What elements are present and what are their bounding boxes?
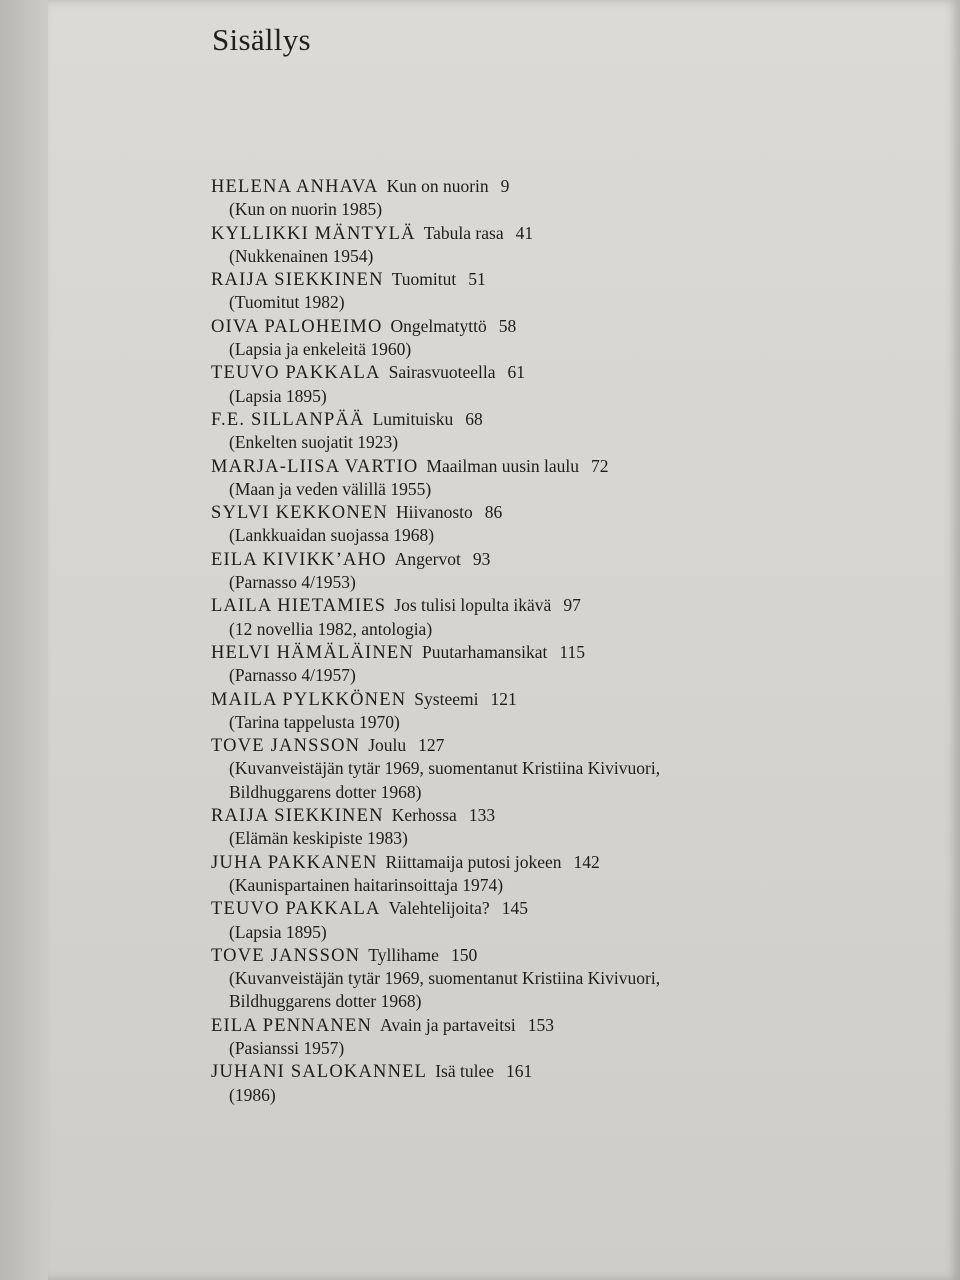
page-title: Sisällys xyxy=(212,22,311,57)
toc-page-number: 121 xyxy=(490,688,517,709)
toc-page-number: 51 xyxy=(468,269,486,290)
toc-author: RAIJA SIEKKINEN xyxy=(211,270,384,291)
toc-entry-heading xyxy=(211,851,911,874)
toc-entry-heading xyxy=(211,804,911,827)
toc-story-title: Hiivanosto xyxy=(395,502,473,523)
toc-entry xyxy=(211,897,911,944)
toc-page-number: 61 xyxy=(507,362,526,383)
toc-entry xyxy=(211,361,911,408)
toc-source: (Elämän keskipiste 1983) xyxy=(229,828,408,849)
toc-author: OIVA PALOHEIMO xyxy=(211,316,383,337)
toc-source: (Kuvanveistäjän tytär 1969, suomentanut Kristiina Kivivuori, xyxy=(229,758,661,779)
toc-page-number: 93 xyxy=(472,548,491,569)
toc-entry-heading xyxy=(211,361,911,384)
table-of-contents xyxy=(211,175,911,1107)
toc-entry xyxy=(211,268,911,315)
toc-author: JUHANI SALOKANNEL xyxy=(211,1062,428,1083)
toc-entry xyxy=(211,944,911,1014)
toc-entry-heading xyxy=(211,501,911,524)
toc-story-title: Puutarhamansikat xyxy=(421,641,548,662)
toc-author: MARJA-LIISA VARTIO xyxy=(211,456,419,477)
toc-author: KYLLIKKI MÄNTYLÄ xyxy=(211,223,416,244)
toc-story-title: Joulu xyxy=(368,735,407,756)
toc-source: (Lapsia 1895) xyxy=(229,385,327,406)
toc-entry xyxy=(211,175,911,222)
toc-source: (Tarina tappelusta 1970) xyxy=(229,711,400,732)
toc-author: EILA PENNANEN xyxy=(211,1015,373,1036)
toc-author: F.E. SILLANPÄÄ xyxy=(211,409,365,430)
toc-story-title: Ongelmatyttö xyxy=(390,315,487,336)
toc-source: (Kuvanveistäjän tytär 1969, suomentanut Kristiina Kivivuori, xyxy=(229,968,661,989)
toc-page-number: 115 xyxy=(559,641,585,662)
toc-entry xyxy=(211,408,911,455)
toc-entry-heading xyxy=(211,548,911,571)
toc-source: (Tuomitut 1982) xyxy=(229,292,345,313)
toc-page-number: 9 xyxy=(500,176,510,196)
toc-author: TEUVO PAKKALA xyxy=(211,363,381,384)
toc-author: TEUVO PAKKALA xyxy=(211,899,381,920)
toc-entry xyxy=(211,851,911,898)
toc-source: (Lankkuaidan suojassa 1968) xyxy=(229,525,435,546)
toc-page-number: 145 xyxy=(501,898,528,919)
toc-author: TOVE JANSSON xyxy=(211,945,361,966)
toc-author: HELENA ANHAVA xyxy=(211,177,379,197)
toc-entry xyxy=(211,1014,911,1061)
toc-entry-heading xyxy=(211,1060,911,1083)
toc-author: SYLVI KEKKONEN xyxy=(211,503,388,524)
toc-author: EILA KIVIKK’AHO xyxy=(211,549,387,570)
toc-entry xyxy=(211,734,911,804)
toc-entry xyxy=(211,1060,911,1107)
toc-story-title: Lumituisku xyxy=(372,408,454,429)
toc-entry xyxy=(211,688,911,735)
toc-page-number: 127 xyxy=(418,735,445,756)
toc-entry xyxy=(211,501,911,548)
toc-entry-heading xyxy=(211,641,911,664)
toc-entry xyxy=(211,222,911,269)
toc-entry xyxy=(211,804,911,851)
toc-source: (Lapsia ja enkeleitä 1960) xyxy=(229,339,412,360)
toc-story-title: Jos tulisi lopulta ikävä xyxy=(394,595,552,616)
toc-story-title: Angervot xyxy=(394,548,461,569)
toc-entry-heading xyxy=(211,688,911,711)
toc-story-title: Tyllihame xyxy=(368,944,439,965)
toc-page-number: 97 xyxy=(563,595,581,616)
toc-story-title: Maailman uusin laulu xyxy=(426,455,580,476)
toc-page-number: 150 xyxy=(450,944,478,965)
toc-author: RAIJA SIEKKINEN xyxy=(211,806,384,827)
toc-source: Bildhuggarens dotter 1968) xyxy=(229,781,422,802)
toc-page-number: 153 xyxy=(527,1014,555,1035)
toc-entry-heading xyxy=(211,315,911,338)
toc-source: (1986) xyxy=(229,1084,276,1105)
toc-source: (Parnasso 4/1957) xyxy=(229,665,356,686)
toc-story-title: Sairasvuoteella xyxy=(388,362,496,383)
toc-page-number: 161 xyxy=(505,1061,533,1082)
toc-author: HELVI HÄMÄLÄINEN xyxy=(211,642,414,663)
toc-entry xyxy=(211,315,911,362)
toc-author: JUHA PAKKANEN xyxy=(211,852,378,873)
toc-entry-heading xyxy=(211,594,911,617)
toc-page-number: 72 xyxy=(591,455,609,476)
toc-page-number: 68 xyxy=(465,408,483,429)
toc-entry-heading xyxy=(211,1014,911,1037)
toc-entry-heading xyxy=(211,408,911,431)
toc-page-number: 142 xyxy=(573,851,600,872)
toc-story-title: Tabula rasa xyxy=(423,222,504,243)
toc-entry-heading xyxy=(211,268,911,291)
toc-author: LAILA HIETAMIES xyxy=(211,596,387,617)
toc-entry xyxy=(211,594,911,641)
toc-entry xyxy=(211,641,911,688)
toc-story-title: Avain ja partaveitsi xyxy=(380,1014,516,1035)
toc-page-number: 41 xyxy=(515,222,534,243)
toc-story-title: Kun on nuorin xyxy=(386,176,489,196)
toc-page-number: 86 xyxy=(484,502,503,523)
toc-entry-heading xyxy=(211,222,911,245)
toc-story-title: Kerhossa xyxy=(391,805,457,826)
toc-source: (Parnasso 4/1953) xyxy=(229,572,356,593)
toc-source: (Nukkenainen 1954) xyxy=(229,245,374,266)
toc-entry-heading xyxy=(211,175,911,198)
toc-source: Bildhuggarens dotter 1968) xyxy=(229,991,422,1012)
toc-source: (Enkelten suojatit 1923) xyxy=(229,432,399,453)
toc-entry xyxy=(211,548,911,595)
toc-entry-heading xyxy=(211,944,911,967)
toc-author: MAILA PYLKKÖNEN xyxy=(211,689,407,710)
toc-source: (Pasianssi 1957) xyxy=(229,1037,345,1058)
toc-author: TOVE JANSSON xyxy=(211,736,361,757)
toc-entry-heading xyxy=(211,455,911,478)
toc-source: (Kun on nuorin 1985) xyxy=(229,199,383,220)
toc-entry-heading xyxy=(211,897,911,920)
toc-source: (Lapsia 1895) xyxy=(229,921,327,942)
toc-entry xyxy=(211,455,911,502)
toc-source: (12 novellia 1982, antologia) xyxy=(229,618,433,639)
toc-page-number: 133 xyxy=(468,805,496,826)
toc-story-title: Riittamaija putosi jokeen xyxy=(385,851,562,872)
toc-source: (Maan ja veden välillä 1955) xyxy=(229,478,432,499)
toc-entry-heading xyxy=(211,734,911,757)
toc-story-title: Valehtelijoita? xyxy=(388,898,490,919)
toc-story-title: Isä tulee xyxy=(435,1061,494,1082)
toc-page-number: 58 xyxy=(498,315,517,336)
toc-story-title: Tuomitut xyxy=(391,269,457,290)
toc-source: (Kaunispartainen haitarinsoittaja 1974) xyxy=(229,874,504,895)
toc-story-title: Systeemi xyxy=(414,688,479,709)
